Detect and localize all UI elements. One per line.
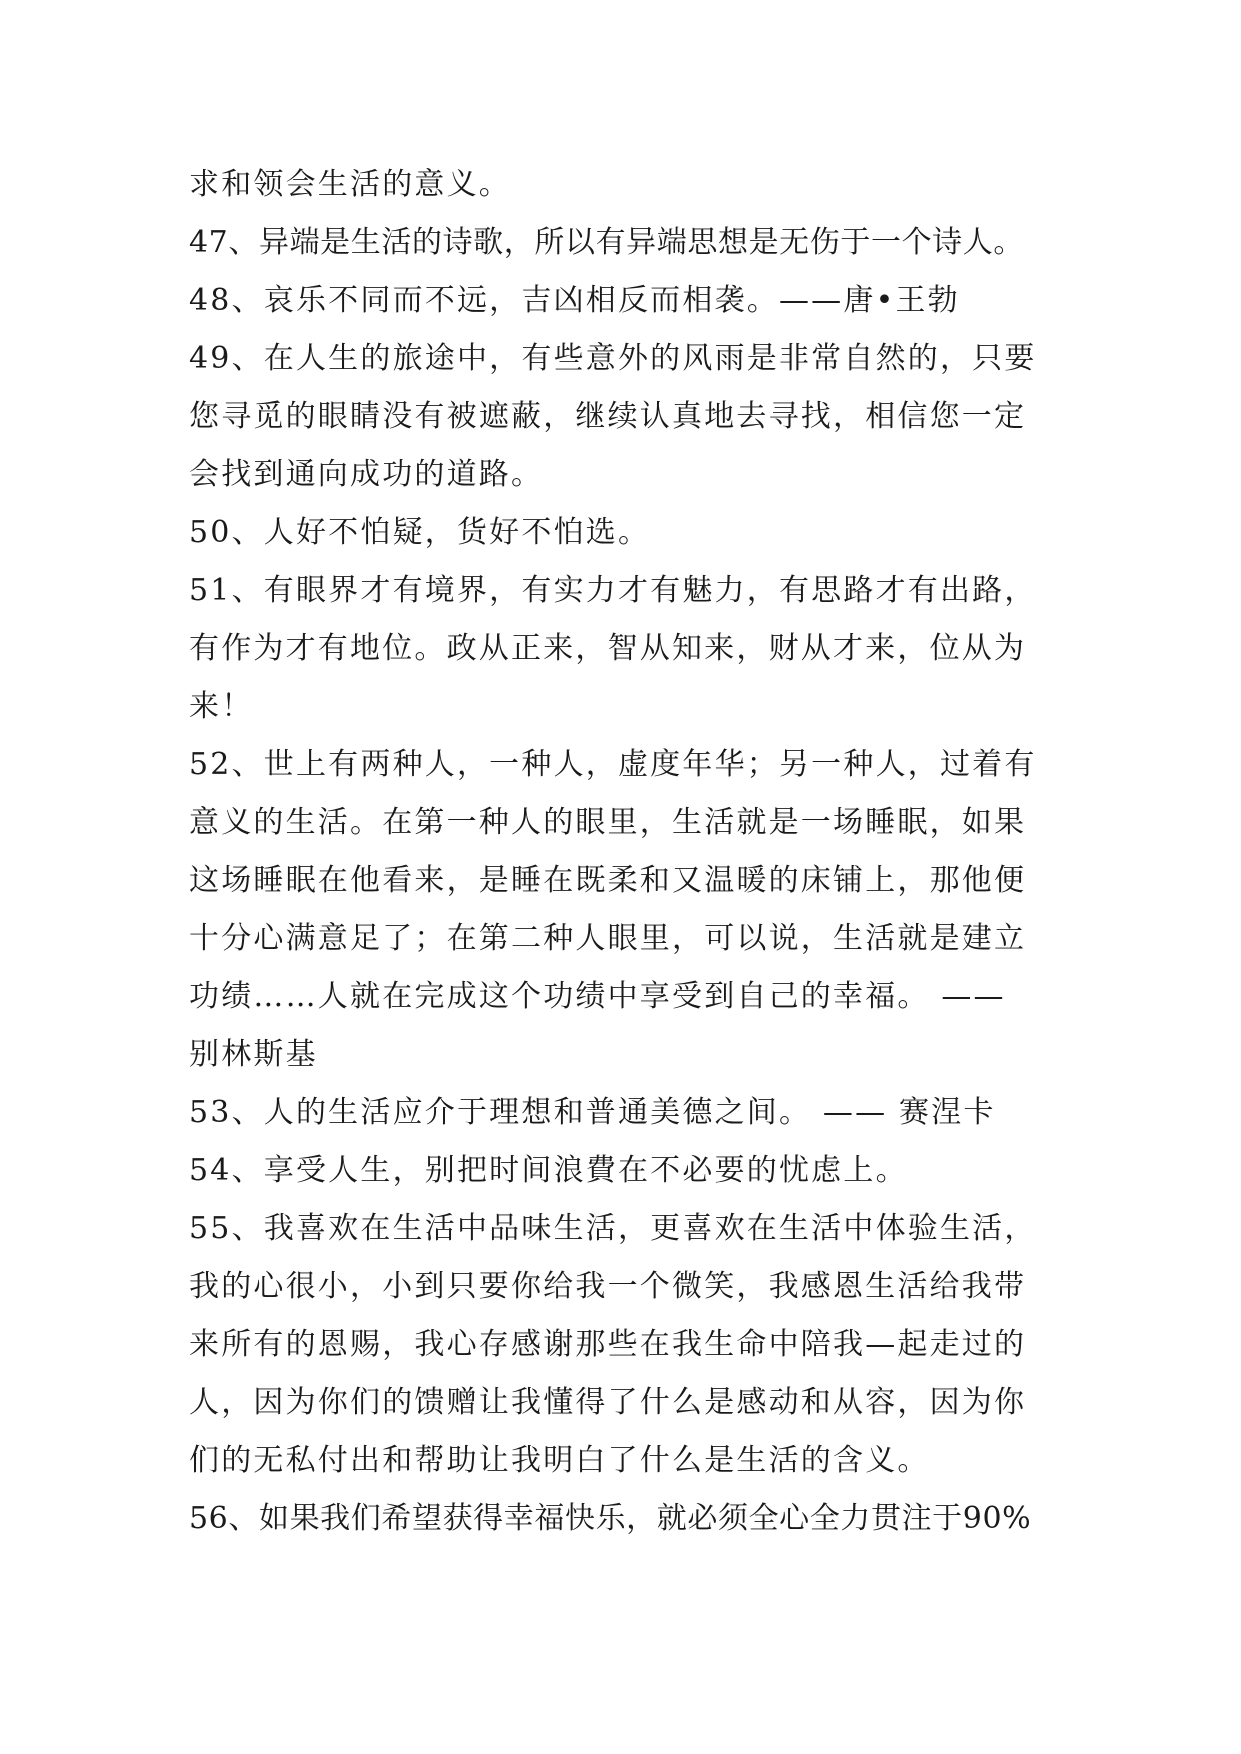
text-line: 意义的生活。在第一种人的眼里，生活就是一场睡眠，如果 bbox=[189, 805, 1027, 840]
text-line: 别林斯基 bbox=[189, 1037, 318, 1072]
text-line: 49、在人生的旅途中，有些意外的风雨是非常自然的，只要 bbox=[189, 341, 1037, 376]
text-line: 54、享受人生，别把时间浪費在不必要的忧虑上。 bbox=[189, 1153, 908, 1188]
text-line: 功绩……人就在完成这个功绩中享受到自己的幸福。 —— bbox=[189, 979, 1006, 1014]
text-line: 有作为才有地位。政从正来，智从知来，财从才来，位从为 bbox=[189, 631, 1027, 666]
text-line: 53、人的生活应介于理想和普通美德之间。 —— 赛涅卡 bbox=[189, 1095, 996, 1130]
text-line: 47、异端是生活的诗歌，所以有异端思想是无伤于一个诗人。 bbox=[189, 225, 1024, 260]
text-line: 们的无私付出和帮助让我明白了什么是生活的含义。 bbox=[189, 1443, 930, 1478]
text-line: 这场睡眠在他看来，是睡在既柔和又温暖的床铺上，那他便 bbox=[189, 863, 1027, 898]
text-line: 十分心满意足了；在第二种人眼里，可以说，生活就是建立 bbox=[189, 921, 1027, 956]
text-line: 您寻觅的眼睛没有被遮蔽，继续认真地去寻找，相信您一定 bbox=[189, 399, 1027, 434]
text-line: 56、如果我们希望获得幸福快乐，就必须全心全力贯注于90% bbox=[189, 1501, 1032, 1536]
text-line: 50、人好不怕疑，货好不怕选。 bbox=[189, 515, 651, 550]
text-line: 来所有的恩赐，我心存感谢那些在我生命中陪我—起走过的 bbox=[189, 1327, 1027, 1362]
text-line: 52、世上有两种人，一种人，虚度年华；另一种人，过着有 bbox=[189, 747, 1037, 782]
text-line: 55、我喜欢在生活中品味生活，更喜欢在生活中体验生活， bbox=[189, 1211, 1037, 1246]
text-line: 我的心很小，小到只要你给我一个微笑，我感恩生活给我带 bbox=[189, 1269, 1027, 1304]
text-line: 48、哀乐不同而不远，吉凶相反而相袭。——唐•王勃 bbox=[189, 283, 960, 318]
text-line: 求和领会生活的意义。 bbox=[189, 167, 511, 202]
text-line: 会找到通向成功的道路。 bbox=[189, 457, 544, 492]
document-body bbox=[189, 156, 1055, 1548]
text-line: 来！ bbox=[189, 689, 254, 724]
text-line: 人，因为你们的馈赠让我懂得了什么是感动和从容，因为你 bbox=[189, 1385, 1027, 1420]
text-line: 51、有眼界才有境界，有实力才有魅力，有思路才有出路， bbox=[189, 573, 1037, 608]
